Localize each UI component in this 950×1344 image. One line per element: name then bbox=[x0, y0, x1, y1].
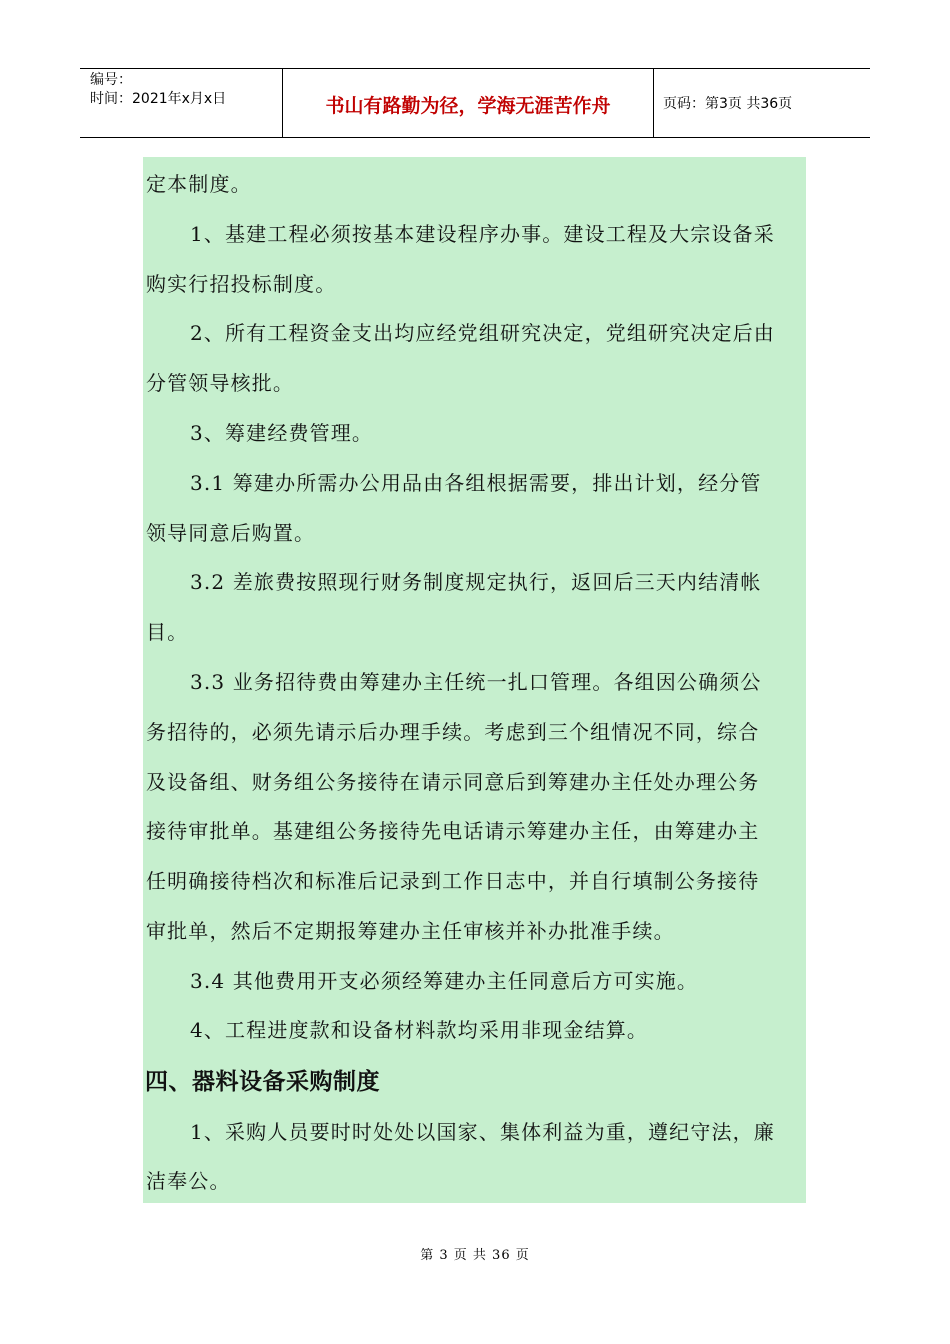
body-line: 3.1 筹建办所需办公用品由各组根据需要，排出计划，经分管 bbox=[190, 471, 762, 495]
body-line: 4、工程进度款和设备材料款均采用非现金结算。 bbox=[190, 1018, 649, 1042]
body-line: 任明确接待档次和标准后记录到工作日志中，并自行填制公务接待 bbox=[146, 869, 760, 893]
body-line: 务招待的，必须先请示后办理手续。考虑到三个组情况不同，综合 bbox=[146, 720, 760, 744]
body-line: 洁奉公。 bbox=[146, 1169, 231, 1193]
body-line: 3.3 业务招待费由筹建办主任统一扎口管理。各组因公确须公 bbox=[190, 670, 762, 694]
body-line: 接待审批单。基建组公务接待先电话请示筹建办主任，由筹建办主 bbox=[146, 819, 760, 843]
body-line: 及设备组、财务组公务接待在请示同意后到筹建办主任处办理公务 bbox=[146, 770, 760, 794]
header-motto: 书山有路勤为径，学海无涯苦作舟 bbox=[282, 69, 654, 137]
body-line: 1、基建工程必须按基本建设程序办事。建设工程及大宗设备采 bbox=[190, 222, 775, 246]
body-line: 2、所有工程资金支出均应经党组研究决定，党组研究决定后由 bbox=[190, 321, 775, 345]
header-page-number: 页码：第3页 共36页 bbox=[663, 96, 793, 112]
page-footer: 第 3 页 共 36 页 bbox=[420, 1248, 530, 1263]
section-heading: 四、器料设备采购制度 bbox=[145, 1069, 380, 1095]
header-date: 时间：2021年x月x日 bbox=[90, 91, 227, 107]
header-meta bbox=[80, 69, 282, 137]
body-line: 3、筹建经费管理。 bbox=[190, 421, 374, 445]
body-line: 购实行招投标制度。 bbox=[146, 272, 337, 296]
body-line: 3.2 差旅费按照现行财务制度规定执行，返回后三天内结清帐 bbox=[190, 570, 762, 594]
body-line: 审批单，然后不定期报筹建办主任审核并补办批准手续。 bbox=[146, 919, 675, 943]
page-header bbox=[80, 68, 870, 138]
body-line: 1、采购人员要时时处处以国家、集体利益为重，遵纪守法，廉 bbox=[190, 1120, 775, 1144]
body-line: 分管领导核批。 bbox=[146, 371, 295, 395]
document-body bbox=[143, 157, 806, 1203]
body-line: 目。 bbox=[146, 620, 189, 644]
body-line: 领导同意后购置。 bbox=[146, 521, 316, 545]
header-number: 编号： bbox=[90, 72, 132, 88]
body-line: 定本制度。 bbox=[146, 172, 252, 196]
body-line: 3.4 其他费用开支必须经筹建办主任同意后方可实施。 bbox=[190, 969, 699, 993]
